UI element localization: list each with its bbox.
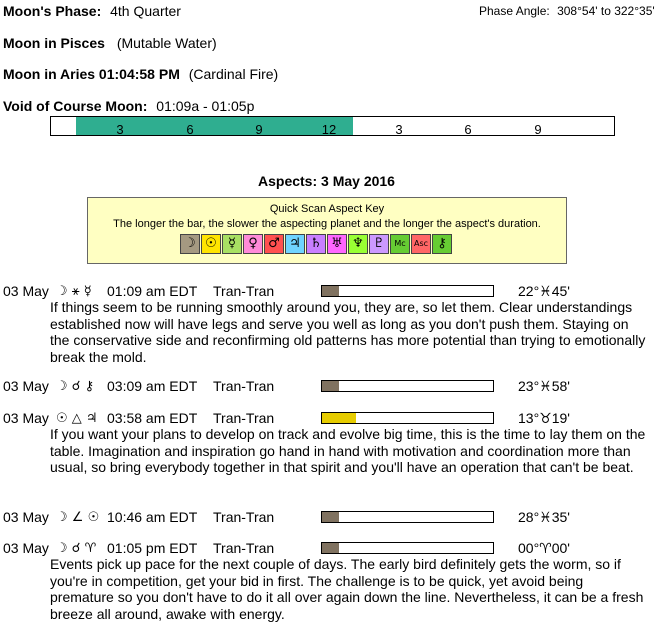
aspect-glyph: ☉ △ ♃	[56, 411, 98, 426]
sun-key-icon: ☉	[201, 234, 221, 254]
midheaven-key-icon: Mc	[390, 234, 410, 254]
key-description: The longer the bar, the slower the aspecting planet and the longer the aspect's duration.	[113, 218, 541, 230]
aspect-glyph: ☽ ⚹ ☿	[56, 284, 92, 299]
jupiter-key-icon: ♃	[285, 234, 305, 254]
venus-key-icon: ♀	[243, 234, 263, 254]
aspect-time: 03:09 am EDT	[107, 378, 198, 394]
moon-sign-aries-value: (Cardinal Fire)	[188, 66, 279, 82]
aspect-position: 13°♉19'	[518, 410, 570, 426]
aspect-glyph: ☽ ☌ ♈	[56, 541, 97, 556]
aspect-position: 28°♓35'	[518, 509, 570, 525]
key-planet-row	[180, 234, 453, 254]
key-title: Quick Scan Aspect Key	[269, 203, 385, 215]
moon-sign-pisces-value: (Mutable Water)	[116, 35, 217, 51]
moon-phase-label: Moon's Phase:	[3, 3, 102, 19]
ascendant-key-icon: Asc	[411, 234, 431, 254]
aspect-time: 03:58 am EDT	[107, 410, 198, 426]
timeline-tick-label: 9	[534, 122, 542, 137]
aspect-type: Tran-Tran	[213, 509, 275, 525]
moon-sign-pisces-label: Moon in Pisces	[3, 35, 105, 51]
aspect-time: 01:09 am EDT	[107, 283, 198, 299]
moon-sign-aries	[3, 66, 278, 82]
void-of-course-label: Void of Course Moon:	[3, 98, 148, 114]
saturn-key-icon: ♄	[306, 234, 326, 254]
moon-sign-aries-label: Moon in Aries 01:04:58 PM	[3, 66, 180, 82]
aspect-duration-bar	[321, 380, 494, 392]
timeline-tick-label: 12	[321, 122, 337, 137]
aspect-type: Tran-Tran	[213, 378, 275, 394]
void-of-course-timeline	[50, 116, 615, 136]
quick-scan-aspect-key	[87, 197, 567, 264]
phase-angle	[479, 4, 655, 18]
timeline-tick-label: 6	[464, 122, 472, 137]
void-of-course	[3, 98, 254, 114]
aspects-title: Aspects: 3 May 2016	[258, 173, 395, 189]
aspect-position: 22°♓45'	[518, 283, 570, 299]
moon-sign-pisces	[3, 35, 217, 51]
aspect-type: Tran-Tran	[213, 283, 275, 299]
aspect-description: If things seem to be running smoothly around you, they are, so let them. Clear understandings established now will have legs and serve you well as long as you don't push them. Staying on the conservative side and reconfirming old patterns has more potential than trying to emotionally break the mold.	[50, 299, 646, 365]
aspect-date: 03 May	[3, 410, 49, 426]
pluto-key-icon: ♇	[369, 234, 389, 254]
aspect-description: Events pick up pace for the next couple of days. The early bird definitely gets the worm, so if you're in competition, get your bid in first. The challenge is to be quick, yet avoid being premature so you don't have to do it all over again down the line. Nevertheless, it can be a fresh breeze all around, awake with energy.	[50, 556, 644, 622]
mars-key-icon: ♂	[264, 234, 284, 254]
moon-phase	[3, 3, 181, 19]
timeline-tick-label: 3	[395, 122, 403, 137]
uranus-key-icon: ♅	[327, 234, 347, 254]
aspect-date: 03 May	[3, 509, 49, 525]
neptune-key-icon: ♆	[348, 234, 368, 254]
void-of-course-value: 01:09a - 01:05p	[156, 98, 255, 114]
phase-angle-label: Phase Angle:	[479, 4, 550, 18]
timeline-tick-label: 6	[186, 122, 194, 137]
aspect-duration-bar	[321, 412, 494, 424]
aspect-duration-fill	[322, 381, 339, 391]
aspect-position: 23°♓58'	[518, 378, 570, 394]
mercury-key-icon: ☿	[222, 234, 242, 254]
timeline-tick-label: 3	[116, 122, 124, 137]
aspect-time: 10:46 am EDT	[107, 509, 198, 525]
aspect-type: Tran-Tran	[213, 540, 275, 556]
phase-angle-value: 308°54' to 322°35'	[557, 4, 655, 18]
aspect-duration-fill	[322, 512, 339, 522]
timeline-tick-label: 9	[255, 122, 263, 137]
aspect-date: 03 May	[3, 378, 49, 394]
aspect-description: If you want your plans to develop on track and evolve big time, this is the time to lay them on the table. Imagination and inspiration go hand in hand with motivation and coordination more than usual, so bring everybody together in that spirit and you'll have an operation that can't be beat.	[50, 426, 646, 475]
aspect-date: 03 May	[3, 283, 49, 299]
aspect-duration-fill	[322, 286, 339, 296]
aspect-duration-fill	[322, 543, 339, 553]
aspect-duration-bar	[321, 542, 494, 554]
aspect-date: 03 May	[3, 540, 49, 556]
aspect-position: 00°♈00'	[518, 540, 570, 556]
aspect-type: Tran-Tran	[213, 410, 275, 426]
aspect-duration-bar	[321, 285, 494, 297]
moon-phase-value: 4th Quarter	[110, 3, 181, 19]
moon-key-icon: ☽	[180, 234, 200, 254]
aspect-glyph: ☽ ☌ ⚷	[56, 379, 95, 394]
chiron-key-icon: ⚷	[432, 234, 452, 254]
aspect-duration-fill	[322, 413, 356, 423]
aspect-time: 01:05 pm EDT	[107, 540, 198, 556]
aspect-duration-bar	[321, 511, 494, 523]
aspect-glyph: ☽ ∠ ☉	[56, 510, 100, 525]
